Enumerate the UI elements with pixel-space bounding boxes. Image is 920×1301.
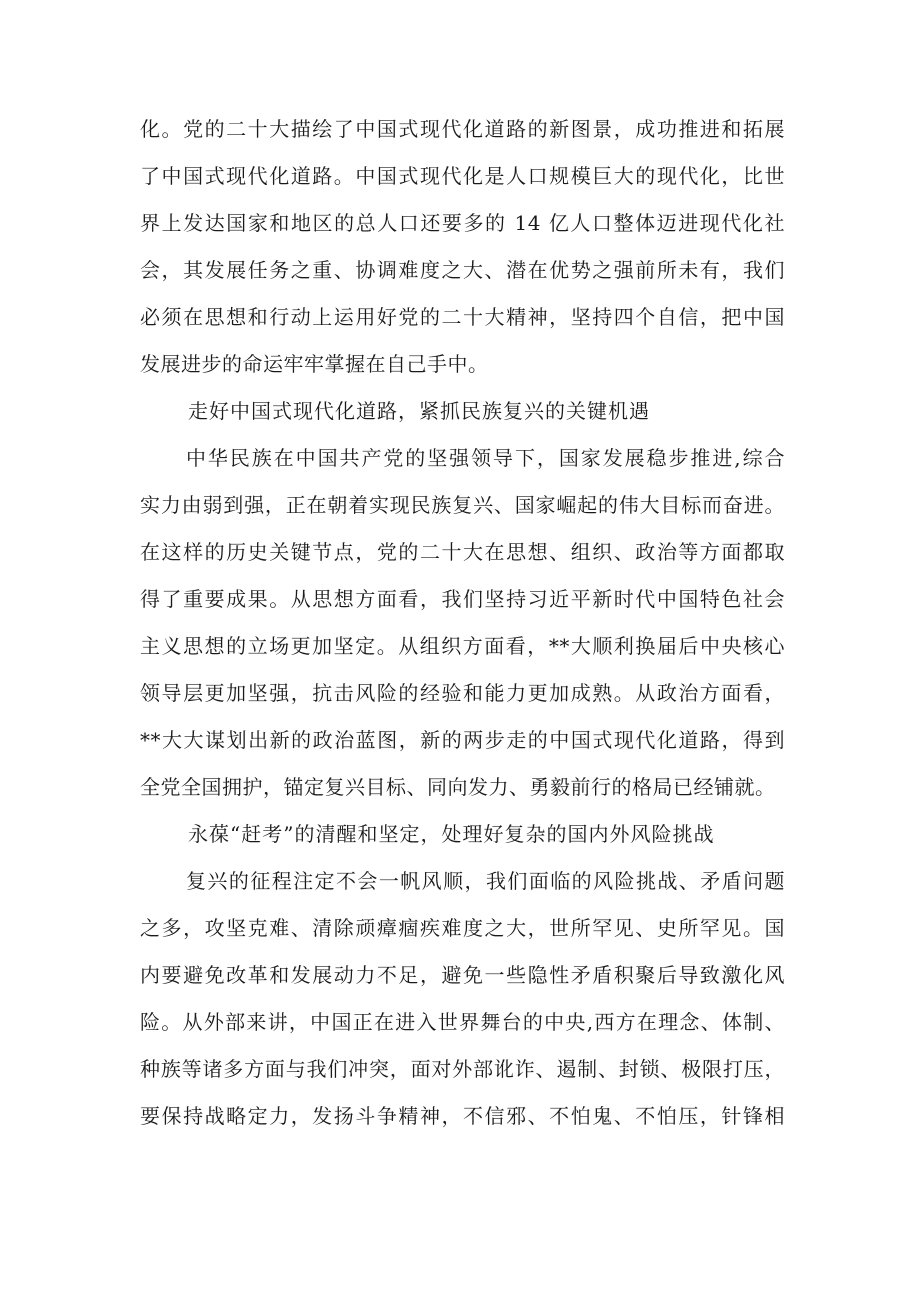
text-line: 在这样的历史关键节点，党的二十大在思想、组织、政治等方面都取 <box>140 540 785 564</box>
text-line: 要保持战略定力，发扬斗争精神，不信邪、不怕鬼、不怕压，针锋相 <box>140 1104 785 1128</box>
text-line: 全党全国拥护，锚定复兴目标、同向发力、勇毅前行的格局已经铺就。 <box>140 775 776 799</box>
text-line: 复兴的征程注定不会一帆风顺，我们面临的风险挑战、矛盾问题 <box>186 869 785 893</box>
text-line: 得了重要成果。从思想方面看，我们坚持习近平新时代中国特色社会 <box>140 587 785 611</box>
text-line: 中华民族在中国共产党的坚强领导下，国家发展稳步推进,综合 <box>186 446 785 470</box>
text-line: 险。从外部来讲，中国正在进入世界舞台的中央,西方在理念、体制、 <box>140 1010 785 1034</box>
text-line: 实力由弱到强，正在朝着实现民族复兴、国家崛起的伟大目标而奋进。 <box>140 493 785 517</box>
paragraph-achievements <box>140 435 785 811</box>
text-line: 领导层更加坚强，抗击风险的经验和能力更加成熟。从政治方面看， <box>140 681 785 705</box>
text-line: 必须在思想和行动上运用好党的二十大精神，坚持四个自信，把中国 <box>140 305 785 329</box>
text-line: 会，其发展任务之重、协调难度之大、潜在优势之强前所未有，我们 <box>140 258 785 282</box>
text-line: **大大谋划出新的政治蓝图，新的两步走的中国式现代化道路，得到 <box>140 728 785 752</box>
section-heading-opportunity <box>140 388 785 435</box>
paragraph-risks <box>140 858 785 1140</box>
heading-line: 永葆“赶考”的清醒和坚定，处理好复杂的国内外风险挑战 <box>188 822 715 846</box>
text-line: 了中国式现代化道路。中国式现代化是人口规模巨大的现代化，比世 <box>140 164 785 188</box>
heading-line: 走好中国式现代化道路，紧抓民族复兴的关键机遇 <box>188 399 650 423</box>
section-heading-challenges <box>140 811 785 858</box>
text-line: 种族等诸多方面与我们冲突，面对外部讹诈、遏制、封锁、极限打压， <box>140 1057 785 1081</box>
text-line: 发展进步的命运牢牢掌握在自己手中。 <box>140 352 489 376</box>
paragraph-modernization <box>140 106 785 388</box>
text-line: 之多，攻坚克难、清除顽瘴痼疾难度之大，世所罕见、史所罕见。国 <box>140 916 785 940</box>
text-line: 主义思想的立场更加坚定。从组织方面看，**大顺利换届后中央核心 <box>140 634 785 658</box>
document-body <box>140 106 785 1140</box>
text-line: 内要避免改革和发展动力不足，避免一些隐性矛盾积聚后导致激化风 <box>140 963 785 987</box>
text-line: 界上发达国家和地区的总人口还要多的 14 亿人口整体迈进现代化社 <box>140 211 785 235</box>
text-line: 化。党的二十大描绘了中国式现代化道路的新图景，成功推进和拓展 <box>140 117 785 141</box>
